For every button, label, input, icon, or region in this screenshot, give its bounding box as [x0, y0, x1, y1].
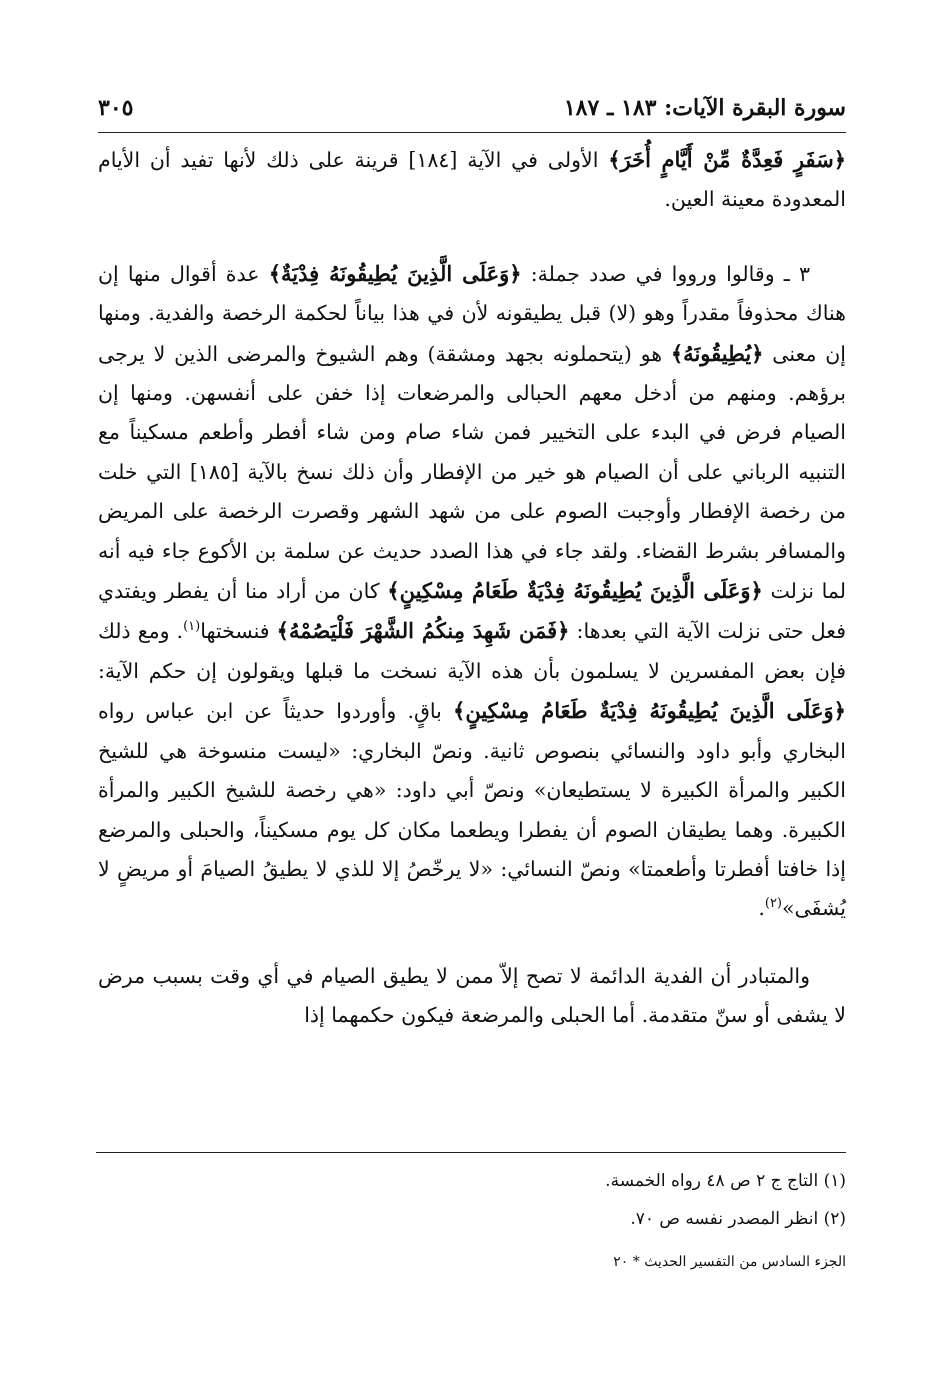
text-run: باقٍ. وأوردوا حديثاً عن ابن عباس رواه البخاري وأبو داود والنسائي بنصوص ثانية. ونصّ البخاري: «ليست منسوخة هي للشيخ الكبير والمرأة الكبيرة لا يستطيعان» ونصّ أبي داود: «هي رخصة للشيخ الكبير والمرأة الكبيرة. وهما يطيقان الصوم أن يفطرا ويطعما مكان كل يوم مسكيناً، والحبلى والمرضع إذا خافتا أفطرتا وأطعمتا» ونصّ النسائي: «لا يرخّصُ إلا للذي لا يطيقُ الصيامَ أو مريضٍ لا يُشفَى» — [98, 699, 846, 921]
footnote-1: (١) التاج ج ٢ ص ٤٨ رواه الخمسة. — [605, 1171, 846, 1191]
paragraph-gap — [98, 929, 846, 957]
paragraph-1 — [98, 140, 846, 220]
quran-verse: ﴿فَمَن شَهِدَ مِنكُمُ الشَّهْرَ فَلْيَصُمْهُ﴾ — [276, 618, 570, 644]
chapter-title: سورة البقرة الآيات: ١٨٣ ـ ١٨٧ — [563, 95, 846, 121]
body-text — [98, 140, 846, 1036]
text-run: ٣ ـ وقالوا ورووا في صدد جملة: — [521, 261, 810, 286]
quran-verse: ﴿وَعَلَى الَّذِينَ يُطِيقُونَهُ فِدْيَةٌ﴾ — [268, 260, 522, 286]
footnote-divider — [96, 1152, 846, 1153]
text-run: . — [758, 896, 765, 921]
text-run: والمتبادر أن الفدية الدائمة لا تصح إلاّ ممن لا يطيق الصيام في أي وقت بسبب مرض لا يشفى أو سنّ متقدمة. أما الحبلى والمرضعة فيكون حكمهما إذا — [98, 963, 846, 1028]
footnotes — [98, 1162, 846, 1238]
paragraph-3 — [98, 957, 846, 1036]
quran-verse: ﴿سَفَرٍ فَعِدَّةٌ مِّنْ أَيَّامٍ أُخَرَ﴾ — [608, 147, 846, 172]
text-run: . ومع ذلك فإن بعض المفسرين لا يسلمون بأن هذه الآية نسخت ما قبلها ويقولون إن حكم الآية: — [98, 619, 846, 683]
printer-signature: الجزء السادس من التفسير الحديث * ٢٠ — [613, 1254, 846, 1270]
quran-verse: ﴿وَعَلَى الَّذِينَ يُطِيقُونَهُ فِدْيَةٌ طَعَامُ مِسْكِينٍ﴾ — [453, 698, 846, 724]
running-head — [98, 88, 846, 128]
text-run: عدة أقوال منها إن هناك محذوفاً مقدراً وهو (لا) قبل يطيقونه لأن في هذا بياناً لحكمة الرخصة والفدية. ومنها إن معنى — [98, 261, 846, 366]
text-run: كان من أراد منا أن يفطر ويفتدي فعل حتى نزلت الآية التي بعدها: — [98, 579, 846, 644]
text-run: فنسختها — [200, 619, 277, 644]
quran-verse: ﴿وَعَلَى الَّذِينَ يُطِيقُونَهُ فِدْيَةٌ طَعَامُ مِسْكِينٍ﴾ — [387, 578, 763, 604]
footnote-marker-1[interactable]: (١) — [183, 619, 201, 635]
header-divider — [98, 132, 846, 133]
footnote-marker-2[interactable]: (٢) — [764, 896, 782, 912]
paragraph-gap — [98, 220, 846, 254]
paragraph-2 — [98, 254, 846, 929]
footnote-2: (٢) انظر المصدر نفسه ص ٧٠. — [630, 1209, 846, 1229]
text-run: هو (يتحملونه بجهد ومشقة) وهم الشيوخ والمرضى الذين لا يرجى برؤهم. ومنهم من أدخل معهم الحبالى والمرضعات إذا خفن على أنفسهن. ومنها إن الصيام فرض في البدء على التخيير فمن شاء صام ومن شاء أفطر وأطعم مسكيناً مع التنبيه الرباني على أن الصيام هو خير من الإفطار وأن ذلك نسخ بالآية [١٨٥] التي خلت من رخصة الإفطار وأوجبت الصوم على من شهد الشهر وقصرت الرخصة على المريض والمسافر بشرط القضاء. ولقد جاء في هذا الصدد حديث عن سلمة بن الأكوع جاء فيه أنه لما نزلت — [98, 341, 846, 604]
page-number: ٣٠٥ — [98, 95, 134, 121]
text-run: الأولى في الآية [١٨٤] قرينة على ذلك لأنها تفيد أن الأيام المعدودة معينة العين. — [98, 148, 846, 212]
quran-verse: ﴿يُطِيقُونَهُ﴾ — [670, 340, 764, 366]
